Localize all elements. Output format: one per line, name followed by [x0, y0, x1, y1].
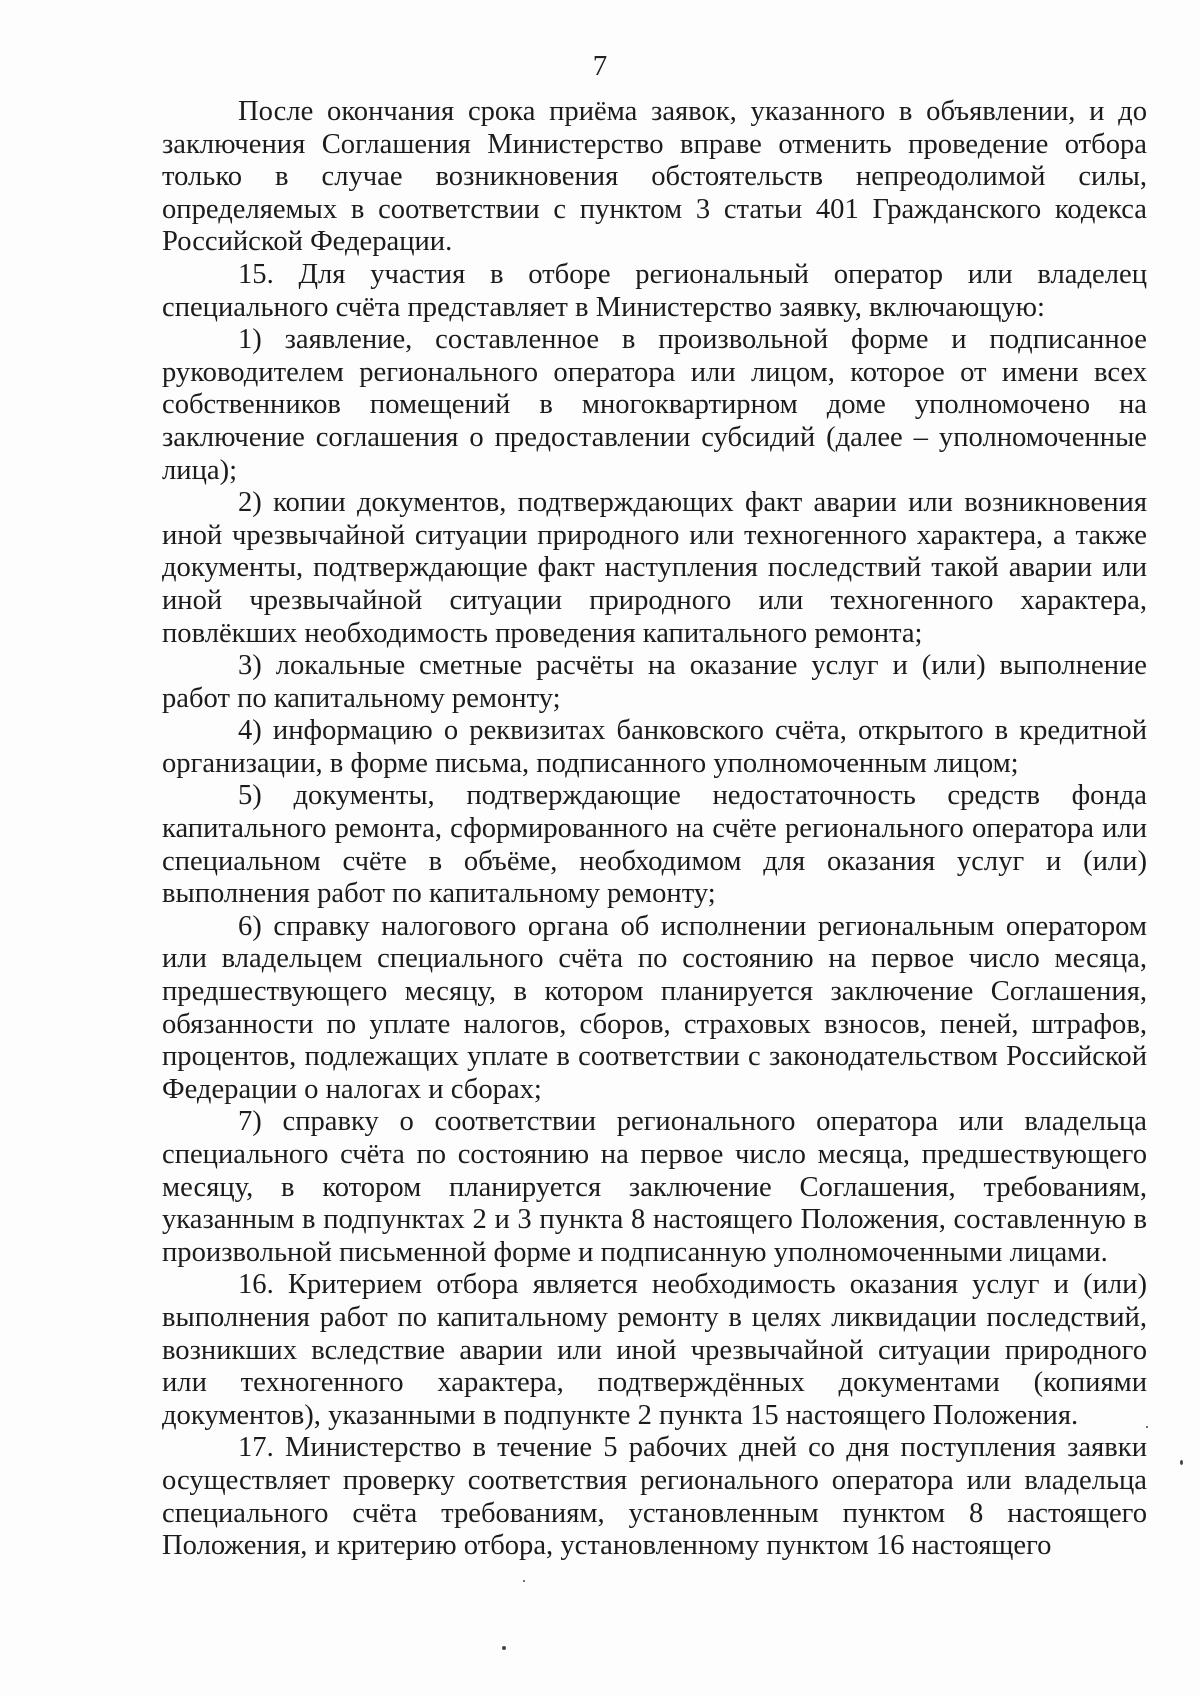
scan-speck	[502, 1646, 506, 1650]
scan-speck	[1146, 1426, 1148, 1428]
paragraph-16: 16. Критерием отбора является необходимость оказания услуг и (или) выполнения работ по капитальному ремонту в целях ликвидации последствий, возникших вследствие аварии или иной чрезвычайной ситуации природного или техногенного характера, подтверждённых документами (копиями документов), указанными в подпункте 2 пункта 15 настоящего Положения.	[162, 1269, 1147, 1431]
paragraph-15-item-6: 6) справку налогового органа об исполнении региональным оператором или владельцем специального счёта по состоянию на первое число месяца, предшествующего месяцу, в котором планируется заключение Соглашения, обязанности по уплате налогов, сборов, страховых взносов, пеней, штрафов, процентов, подлежащих уплате в соответствии с законодательством Российской Федерации о налогах и сборах;	[162, 910, 1147, 1105]
page-number: 7	[592, 50, 608, 82]
scan-speck	[1180, 1460, 1183, 1465]
paragraph-15-item-1: 1) заявление, составленное в произвольной форме и подписанное руководителем регионального оператора или лицом, которое от имени всех собственников помещений в многоквартирном доме уполномочено на заключение соглашения о предоставлении субсидий (далее – уполномоченные лица);	[162, 324, 1147, 486]
paragraph-15-item-7: 7) справку о соответствии регионального оператора или владельца специального счёта по состоянию на первое число месяца, предшествующего месяцу, в котором планируется заключение Соглашения, требованиям, указанным в подпунктах 2 и 3 пункта 8 настоящего Положения, составленную в произвольной письменной форме и подписанную уполномоченными лицами.	[162, 1106, 1147, 1268]
paragraph-15: 15. Для участия в отборе региональный оператор или владелец специального счёта представляет в Министерство заявку, включающую:	[162, 258, 1147, 323]
paragraph-15-item-5: 5) документы, подтверждающие недостаточность средств фонда капитального ремонта, сформированного на счёте регионального оператора или специальном счёте в объёме, необходимом для оказания услуг и (или) выполнения работ по капитальному ремонту;	[162, 780, 1147, 910]
paragraph-15-item-3: 3) локальные сметные расчёты на оказание услуг и (или) выполнение работ по капитальному ремонту;	[162, 650, 1147, 714]
document-body	[162, 96, 1147, 1563]
paragraph-selection-cancellation: После окончания срока приёма заявок, указанного в объявлении, и до заключения Соглашения Министерство вправе отменить проведение отбора только в случае возникновения обстоятельств непреодолимой силы, определяемых в соответствии с пунктом 3 статьи 401 Гражданского кодекса Российской Федерации.	[162, 96, 1147, 258]
scan-speck	[523, 1580, 525, 1582]
paragraph-15-item-2: 2) копии документов, подтверждающих факт аварии или возникновения иной чрезвычайной ситуации природного или техногенного характера, а также документы, подтверждающие факт наступления последствий такой аварии или иной чрезвычайной ситуации природного или техногенного характера, повлёкших необходимость проведения капитального ремонта;	[162, 487, 1147, 649]
paragraph-17: 17. Министерство в течение 5 рабочих дней со дня поступления заявки осуществляет проверку соответствия регионального оператора или владельца специального счёта требованиям, установленным пунктом 8 настоящего Положения, и критерию отбора, установленному пунктом 16 настоящего	[162, 1432, 1147, 1562]
paragraph-15-item-4: 4) информацию о реквизитах банковского счёта, открытого в кредитной организации, в форме письма, подписанного уполномоченным лицом;	[162, 715, 1147, 779]
